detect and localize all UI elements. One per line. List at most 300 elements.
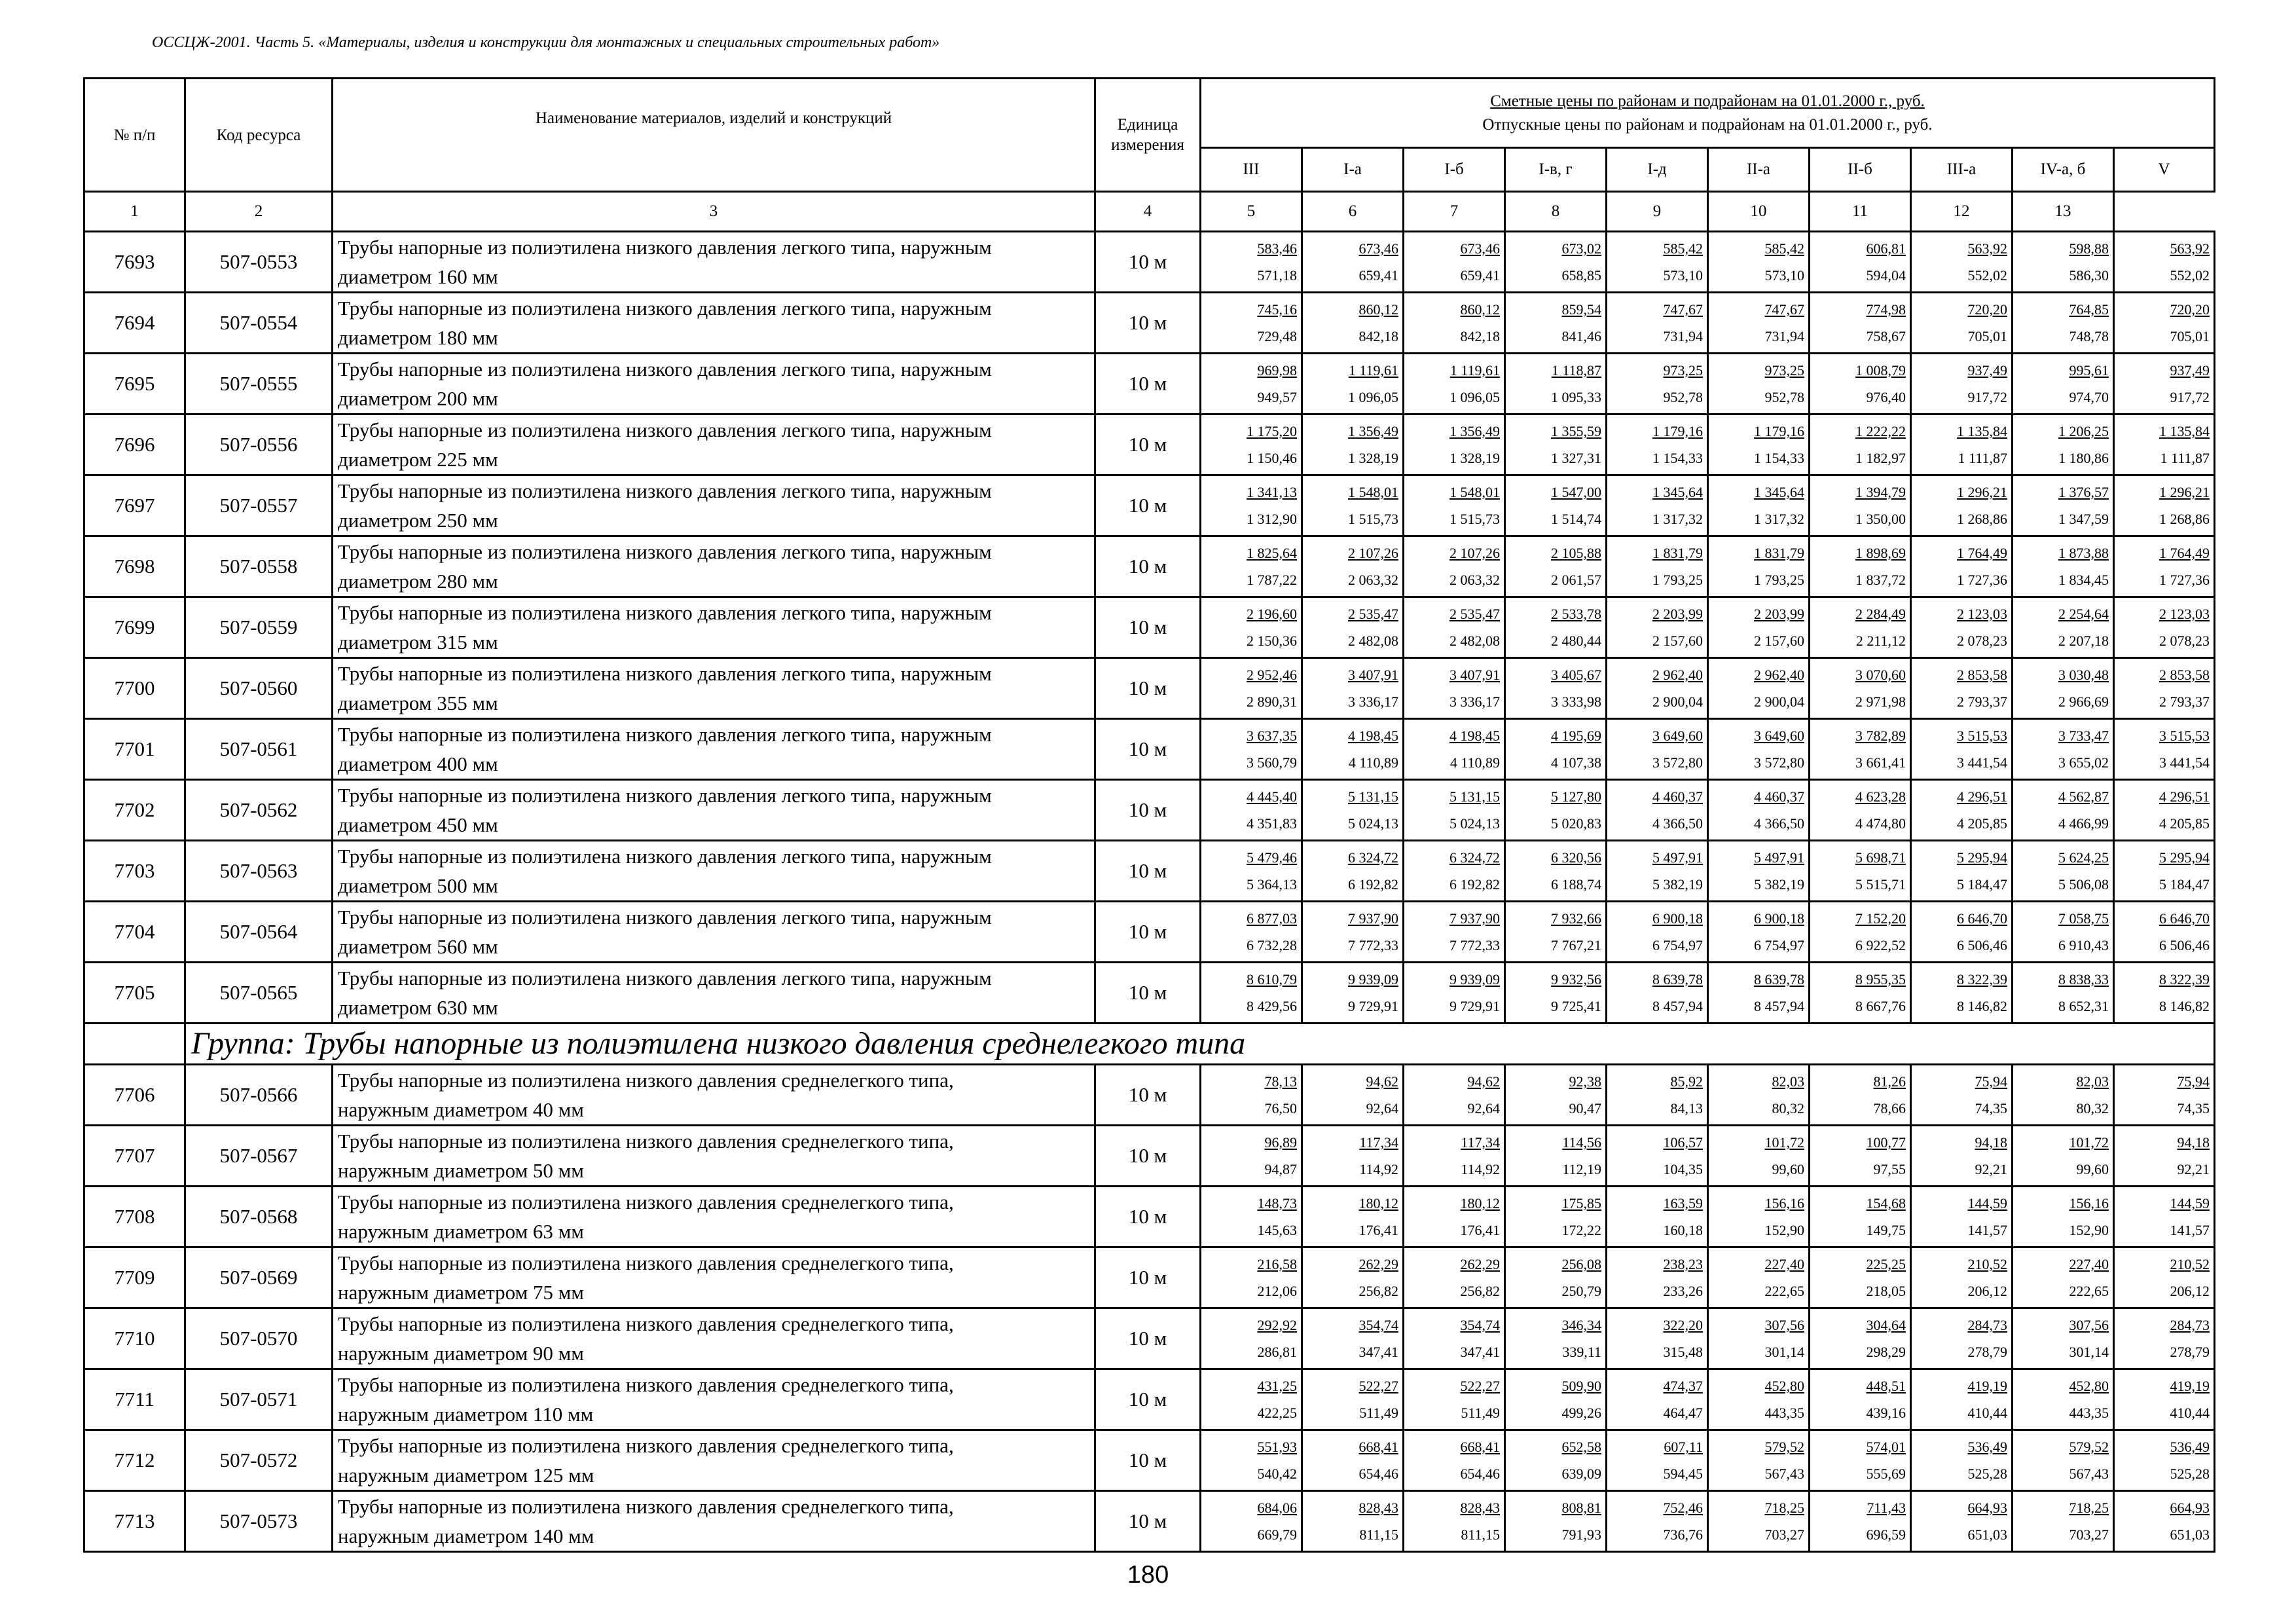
estimate-price: 3 782,89 bbox=[1855, 728, 1906, 744]
table-row bbox=[84, 658, 2215, 719]
resource-code: 507-0570 bbox=[185, 1308, 333, 1369]
estimate-price: 154,68 bbox=[1866, 1195, 1906, 1211]
estimate-price: 1 341,13 bbox=[1247, 484, 1297, 500]
release-price: 5 506,08 bbox=[2058, 876, 2109, 893]
table-row bbox=[84, 719, 2215, 780]
estimate-price: 227,40 bbox=[2069, 1256, 2109, 1272]
price-cell bbox=[1810, 1065, 1911, 1126]
region-header: III-а bbox=[1911, 148, 2013, 192]
estimate-price: 1 394,79 bbox=[1855, 484, 1906, 500]
estimate-price: 747,67 bbox=[1764, 301, 1804, 318]
estimate-price: 668,41 bbox=[1358, 1439, 1398, 1455]
release-price: 176,41 bbox=[1460, 1222, 1500, 1238]
item-name-line-2: диаметром 200 мм bbox=[338, 387, 498, 410]
release-price: 6 922,52 bbox=[1855, 937, 1906, 953]
item-name-line-1: Трубы напорные из полиэтилена низкого давления среднелегкого типа, bbox=[338, 1312, 954, 1335]
unit: 10 м bbox=[1095, 475, 1201, 536]
item-name-line-2: диаметром 400 мм bbox=[338, 752, 498, 775]
item-name-line-2: наружным диаметром 40 мм bbox=[338, 1098, 584, 1121]
release-price: 594,45 bbox=[1663, 1466, 1703, 1482]
item-name-line-1: Трубы напорные из полиэтилена низкого давления среднелегкого типа, bbox=[338, 1190, 954, 1213]
release-price: 1 312,90 bbox=[1247, 511, 1297, 527]
release-price: 1 095,33 bbox=[1551, 389, 1601, 405]
price-cell bbox=[2114, 1065, 2215, 1126]
price-cell bbox=[1810, 354, 1911, 415]
unit: 10 м bbox=[1095, 1308, 1201, 1369]
estimate-price: 1 898,69 bbox=[1855, 545, 1906, 561]
release-price: 791,93 bbox=[1561, 1526, 1601, 1543]
estimate-price: 1 873,88 bbox=[2058, 545, 2109, 561]
price-cell bbox=[1201, 780, 1302, 841]
region-header: I-д bbox=[1607, 148, 1708, 192]
item-name-line-1: Трубы напорные из полиэтилена низкого давления легкого типа, наружным bbox=[338, 418, 992, 441]
estimate-price: 1 119,61 bbox=[1348, 362, 1398, 378]
estimate-price: 322,20 bbox=[1663, 1317, 1703, 1333]
group-spacer-cell bbox=[84, 1024, 185, 1065]
price-cell bbox=[2013, 719, 2114, 780]
release-price: 4 205,85 bbox=[2159, 815, 2210, 832]
release-price: 639,09 bbox=[1561, 1466, 1601, 1482]
table-row bbox=[84, 415, 2215, 475]
item-name bbox=[333, 1187, 1095, 1247]
price-cell bbox=[1911, 719, 2013, 780]
price-cell bbox=[1404, 658, 1505, 719]
region-header: I-в, г bbox=[1505, 148, 1607, 192]
price-cell bbox=[1505, 1369, 1607, 1430]
release-price: 651,03 bbox=[2170, 1526, 2210, 1543]
item-name-line-1: Трубы напорные из полиэтилена низкого давления легкого типа, наружным bbox=[338, 845, 992, 868]
resource-code: 507-0567 bbox=[185, 1126, 333, 1187]
table-row bbox=[84, 1126, 2215, 1187]
release-price: 2 890,31 bbox=[1247, 693, 1297, 710]
price-cell bbox=[1708, 293, 1810, 354]
release-price: 7 772,33 bbox=[1348, 937, 1398, 953]
estimate-price: 536,49 bbox=[2170, 1439, 2210, 1455]
release-price: 5 382,19 bbox=[1754, 876, 1804, 893]
price-cell bbox=[1607, 1247, 1708, 1308]
row-number: 7705 bbox=[84, 963, 185, 1024]
estimate-price: 6 646,70 bbox=[1957, 910, 2007, 927]
price-cell bbox=[2013, 354, 2114, 415]
table-row bbox=[84, 597, 2215, 658]
release-price: 811,15 bbox=[1461, 1526, 1500, 1543]
table-row bbox=[84, 780, 2215, 841]
release-price: 99,60 bbox=[2076, 1161, 2109, 1177]
row-number: 7701 bbox=[84, 719, 185, 780]
price-cell bbox=[1708, 475, 1810, 536]
release-price: 104,35 bbox=[1663, 1161, 1703, 1177]
item-name-line-1: Трубы напорные из полиэтилена низкого давления среднелегкого типа, bbox=[338, 1251, 954, 1274]
release-price: 499,26 bbox=[1561, 1405, 1601, 1421]
resource-code: 507-0559 bbox=[185, 597, 333, 658]
release-price: 4 474,80 bbox=[1855, 815, 1906, 832]
price-cell bbox=[1708, 354, 1810, 415]
price-cell bbox=[1911, 354, 2013, 415]
release-price: 696,59 bbox=[1866, 1526, 1906, 1543]
release-price: 2 063,32 bbox=[1348, 572, 1398, 588]
estimate-price: 216,58 bbox=[1257, 1256, 1297, 1272]
release-price: 7 767,21 bbox=[1551, 937, 1601, 953]
release-price: 3 333,98 bbox=[1551, 693, 1601, 710]
row-number: 7710 bbox=[84, 1308, 185, 1369]
estimate-price: 522,27 bbox=[1358, 1378, 1398, 1394]
release-price: 422,25 bbox=[1257, 1405, 1297, 1421]
price-cell bbox=[1810, 719, 1911, 780]
estimate-price: 94,18 bbox=[2177, 1134, 2210, 1151]
estimate-price: 1 548,01 bbox=[1449, 484, 1500, 500]
estimate-price: 5 479,46 bbox=[1247, 849, 1297, 866]
estimate-price: 9 939,09 bbox=[1449, 971, 1500, 987]
estimate-price: 3 637,35 bbox=[1247, 728, 1297, 744]
price-cell bbox=[1302, 354, 1404, 415]
price-cell bbox=[1505, 232, 1607, 293]
price-cell bbox=[2114, 719, 2215, 780]
header-code: Код ресурса bbox=[185, 79, 333, 192]
release-price: 6 192,82 bbox=[1348, 876, 1398, 893]
item-name bbox=[333, 475, 1095, 536]
estimate-price: 973,25 bbox=[1764, 362, 1804, 378]
price-cell bbox=[1810, 1430, 1911, 1491]
estimate-price: 859,54 bbox=[1561, 301, 1601, 318]
unit: 10 м bbox=[1095, 841, 1201, 902]
row-number: 7712 bbox=[84, 1430, 185, 1491]
estimate-price: 262,29 bbox=[1358, 1256, 1398, 1272]
estimate-price: 448,51 bbox=[1866, 1378, 1906, 1394]
release-price: 811,15 bbox=[1359, 1526, 1398, 1543]
price-cell bbox=[2013, 232, 2114, 293]
release-price: 2 971,98 bbox=[1855, 693, 1906, 710]
price-cell bbox=[1505, 780, 1607, 841]
row-number: 7694 bbox=[84, 293, 185, 354]
estimate-price: 210,52 bbox=[1967, 1256, 2007, 1272]
price-cell bbox=[1911, 841, 2013, 902]
release-price: 540,42 bbox=[1257, 1466, 1297, 1482]
release-price: 222,65 bbox=[2069, 1283, 2109, 1299]
release-price: 1 514,74 bbox=[1551, 511, 1601, 527]
estimate-price: 711,43 bbox=[1867, 1500, 1906, 1516]
price-cell bbox=[1708, 658, 1810, 719]
resource-code: 507-0553 bbox=[185, 232, 333, 293]
price-cell bbox=[1302, 1187, 1404, 1247]
item-name-line-2: наружным диаметром 75 мм bbox=[338, 1281, 584, 1304]
estimate-price: 6 877,03 bbox=[1247, 910, 1297, 927]
table-row bbox=[84, 1065, 2215, 1126]
item-name bbox=[333, 1308, 1095, 1369]
price-cell bbox=[1505, 1126, 1607, 1187]
price-cell bbox=[1810, 902, 1911, 963]
resource-code: 507-0562 bbox=[185, 780, 333, 841]
price-cell bbox=[1708, 841, 1810, 902]
resource-code: 507-0554 bbox=[185, 293, 333, 354]
price-cell bbox=[1201, 719, 1302, 780]
price-cell bbox=[1302, 597, 1404, 658]
release-price: 9 729,91 bbox=[1449, 998, 1500, 1014]
row-number: 7697 bbox=[84, 475, 185, 536]
price-cell bbox=[2114, 1491, 2215, 1552]
estimate-price: 101,72 bbox=[2069, 1134, 2109, 1151]
release-price: 1 793,25 bbox=[1754, 572, 1804, 588]
estimate-price: 452,80 bbox=[2069, 1378, 2109, 1394]
row-number: 7703 bbox=[84, 841, 185, 902]
estimate-price: 574,01 bbox=[1866, 1439, 1906, 1455]
estimate-price: 3 407,91 bbox=[1449, 667, 1500, 683]
estimate-price: 175,85 bbox=[1561, 1195, 1601, 1211]
item-name bbox=[333, 963, 1095, 1024]
release-price: 2 900,04 bbox=[1652, 693, 1703, 710]
unit: 10 м bbox=[1095, 902, 1201, 963]
release-price: 4 366,50 bbox=[1652, 815, 1703, 832]
release-price: 703,27 bbox=[2069, 1526, 2109, 1543]
price-cell bbox=[2114, 475, 2215, 536]
estimate-price: 8 838,33 bbox=[2058, 971, 2109, 987]
release-price: 952,78 bbox=[1663, 389, 1703, 405]
column-number: 12 bbox=[1911, 192, 2013, 232]
release-price: 256,82 bbox=[1358, 1283, 1398, 1299]
price-cell bbox=[1404, 1065, 1505, 1126]
estimate-price: 262,29 bbox=[1460, 1256, 1500, 1272]
item-name bbox=[333, 902, 1095, 963]
estimate-price: 78,13 bbox=[1264, 1073, 1297, 1090]
unit: 10 м bbox=[1095, 1430, 1201, 1491]
release-price: 443,35 bbox=[1764, 1405, 1804, 1421]
item-name-line-1: Трубы напорные из полиэтилена низкого давления легкого типа, наружным bbox=[338, 784, 992, 807]
table-row bbox=[84, 293, 2215, 354]
release-price: 1 515,73 bbox=[1449, 511, 1500, 527]
price-cell bbox=[1911, 1187, 2013, 1247]
estimate-price: 860,12 bbox=[1460, 301, 1500, 318]
estimate-price: 4 460,37 bbox=[1652, 788, 1703, 805]
column-number: 13 bbox=[2013, 192, 2114, 232]
estimate-price: 808,81 bbox=[1561, 1500, 1601, 1516]
price-cell bbox=[1708, 415, 1810, 475]
estimate-price: 346,34 bbox=[1561, 1317, 1601, 1333]
estimate-price: 1 119,61 bbox=[1449, 362, 1500, 378]
price-cell bbox=[1810, 1491, 1911, 1552]
price-cell bbox=[1201, 1126, 1302, 1187]
release-price: 5 024,13 bbox=[1348, 815, 1398, 832]
estimate-price: 474,37 bbox=[1663, 1378, 1703, 1394]
price-cell bbox=[1201, 1187, 1302, 1247]
estimate-price: 4 198,45 bbox=[1449, 728, 1500, 744]
release-price: 172,22 bbox=[1561, 1222, 1601, 1238]
release-price: 212,06 bbox=[1257, 1283, 1297, 1299]
release-price: 3 441,54 bbox=[2159, 754, 2210, 771]
release-price: 974,70 bbox=[2069, 389, 2109, 405]
price-cell bbox=[2114, 902, 2215, 963]
estimate-price: 8 322,39 bbox=[1957, 971, 2007, 987]
price-cell bbox=[1810, 475, 1911, 536]
estimate-price: 1 356,49 bbox=[1348, 423, 1398, 439]
estimate-price: 4 296,51 bbox=[2159, 788, 2210, 805]
column-number: 9 bbox=[1607, 192, 1708, 232]
price-cell bbox=[1911, 232, 2013, 293]
release-price: 8 146,82 bbox=[2159, 998, 2210, 1014]
estimate-price: 2 123,03 bbox=[2159, 606, 2210, 622]
price-cell bbox=[1505, 536, 1607, 597]
price-cell bbox=[1404, 354, 1505, 415]
estimate-price: 673,02 bbox=[1561, 240, 1601, 257]
release-price: 80,32 bbox=[2076, 1100, 2109, 1116]
estimate-price: 101,72 bbox=[1764, 1134, 1804, 1151]
release-price: 9 725,41 bbox=[1551, 998, 1601, 1014]
estimate-price: 94,18 bbox=[1975, 1134, 2007, 1151]
table-row bbox=[84, 1187, 2215, 1247]
release-price: 3 560,79 bbox=[1247, 754, 1297, 771]
price-cell bbox=[1505, 841, 1607, 902]
estimate-price: 256,08 bbox=[1561, 1256, 1601, 1272]
price-cell bbox=[1607, 293, 1708, 354]
estimate-price: 144,59 bbox=[2170, 1195, 2210, 1211]
estimate-price: 2 105,88 bbox=[1551, 545, 1601, 561]
release-price: 8 457,94 bbox=[1652, 998, 1703, 1014]
price-cell bbox=[1505, 658, 1607, 719]
item-name bbox=[333, 1126, 1095, 1187]
release-price: 3 572,80 bbox=[1652, 754, 1703, 771]
release-price: 6 506,46 bbox=[1957, 937, 2007, 953]
estimate-price: 1 135,84 bbox=[1957, 423, 2007, 439]
item-name-line-1: Трубы напорные из полиэтилена низкого давления легкого типа, наружным bbox=[338, 479, 992, 502]
estimate-price: 1 135,84 bbox=[2159, 423, 2210, 439]
row-number: 7696 bbox=[84, 415, 185, 475]
estimate-price: 1 345,64 bbox=[1652, 484, 1703, 500]
estimate-price: 4 445,40 bbox=[1247, 788, 1297, 805]
estimate-price: 5 497,91 bbox=[1754, 849, 1804, 866]
release-price: 92,64 bbox=[1467, 1100, 1500, 1116]
estimate-price: 8 639,78 bbox=[1754, 971, 1804, 987]
release-price: 2 793,37 bbox=[1957, 693, 2007, 710]
release-price: 1 834,45 bbox=[2058, 572, 2109, 588]
price-table bbox=[83, 77, 2215, 1553]
price-cell bbox=[1505, 415, 1607, 475]
price-cell bbox=[1708, 1126, 1810, 1187]
unit: 10 м bbox=[1095, 232, 1201, 293]
release-price: 8 457,94 bbox=[1754, 998, 1804, 1014]
estimate-price: 225,25 bbox=[1866, 1256, 1906, 1272]
row-number: 7706 bbox=[84, 1065, 185, 1126]
price-cell bbox=[1201, 1308, 1302, 1369]
release-price: 705,01 bbox=[2170, 328, 2210, 344]
price-cell bbox=[1607, 1065, 1708, 1126]
estimate-price: 684,06 bbox=[1257, 1500, 1297, 1516]
price-cell bbox=[1302, 658, 1404, 719]
price-cell bbox=[1911, 475, 2013, 536]
estimate-price: 747,67 bbox=[1663, 301, 1703, 318]
column-number: 10 bbox=[1708, 192, 1810, 232]
price-cell bbox=[2114, 1126, 2215, 1187]
row-number: 7698 bbox=[84, 536, 185, 597]
release-price: 4 351,83 bbox=[1247, 815, 1297, 832]
estimate-price: 4 460,37 bbox=[1754, 788, 1804, 805]
price-cell bbox=[2114, 1187, 2215, 1247]
release-price: 141,57 bbox=[2170, 1222, 2210, 1238]
release-price: 141,57 bbox=[1967, 1222, 2007, 1238]
release-price: 2 061,57 bbox=[1551, 572, 1601, 588]
estimate-price: 284,73 bbox=[1967, 1317, 2007, 1333]
unit: 10 м bbox=[1095, 1369, 1201, 1430]
estimate-price: 6 320,56 bbox=[1551, 849, 1601, 866]
release-price: 5 020,83 bbox=[1551, 815, 1601, 832]
price-cell bbox=[1607, 354, 1708, 415]
header-prices-release: Отпускные цены по районам и подрайонам на 01.01.2000 г., руб. bbox=[1482, 115, 1933, 134]
release-price: 6 754,97 bbox=[1652, 937, 1703, 953]
estimate-price: 509,90 bbox=[1561, 1378, 1601, 1394]
release-price: 842,18 bbox=[1460, 328, 1500, 344]
estimate-price: 106,57 bbox=[1663, 1134, 1703, 1151]
release-price: 1 350,00 bbox=[1855, 511, 1906, 527]
price-cell bbox=[2114, 1247, 2215, 1308]
release-price: 3 661,41 bbox=[1855, 754, 1906, 771]
price-cell bbox=[1708, 1308, 1810, 1369]
item-name-line-2: наружным диаметром 125 мм bbox=[338, 1464, 594, 1486]
estimate-price: 2 203,99 bbox=[1652, 606, 1703, 622]
estimate-price: 96,89 bbox=[1264, 1134, 1297, 1151]
release-price: 573,10 bbox=[1764, 267, 1804, 284]
release-price: 1 111,87 bbox=[1958, 450, 2007, 466]
item-name bbox=[333, 1369, 1095, 1430]
release-price: 152,90 bbox=[2069, 1222, 2109, 1238]
release-price: 347,41 bbox=[1460, 1344, 1500, 1360]
price-cell bbox=[2013, 536, 2114, 597]
release-price: 222,65 bbox=[1764, 1283, 1804, 1299]
table-row bbox=[84, 1308, 2215, 1369]
column-number: 7 bbox=[1404, 192, 1505, 232]
release-price: 2 480,44 bbox=[1551, 633, 1601, 649]
release-price: 2 063,32 bbox=[1449, 572, 1500, 588]
release-price: 347,41 bbox=[1358, 1344, 1398, 1360]
item-name-line-2: диаметром 630 мм bbox=[338, 996, 498, 1019]
item-name-line-1: Трубы напорные из полиэтилена низкого давления легкого типа, наружным bbox=[338, 723, 992, 746]
running-header: ОССЦЖ-2001. Часть 5. «Материалы, изделия и конструкции для монтажных и специальных строительных работ» bbox=[152, 34, 940, 51]
resource-code: 507-0569 bbox=[185, 1247, 333, 1308]
price-cell bbox=[1607, 963, 1708, 1024]
estimate-price: 1 376,57 bbox=[2058, 484, 2109, 500]
estimate-price: 718,25 bbox=[1764, 1500, 1804, 1516]
price-cell bbox=[1302, 1369, 1404, 1430]
release-price: 651,03 bbox=[1967, 1526, 2007, 1543]
price-cell bbox=[2013, 293, 2114, 354]
release-price: 1 268,86 bbox=[2159, 511, 2210, 527]
price-cell bbox=[2013, 902, 2114, 963]
release-price: 149,75 bbox=[1866, 1222, 1906, 1238]
release-price: 2 157,60 bbox=[1652, 633, 1703, 649]
release-price: 525,28 bbox=[2170, 1466, 2210, 1482]
estimate-price: 2 952,46 bbox=[1247, 667, 1297, 683]
estimate-price: 7 937,90 bbox=[1348, 910, 1398, 927]
estimate-price: 5 295,94 bbox=[2159, 849, 2210, 866]
estimate-price: 3 070,60 bbox=[1855, 667, 1906, 683]
estimate-price: 9 939,09 bbox=[1348, 971, 1398, 987]
price-cell bbox=[2013, 841, 2114, 902]
estimate-price: 3 649,60 bbox=[1652, 728, 1703, 744]
estimate-price: 1 548,01 bbox=[1348, 484, 1398, 500]
price-cell bbox=[2013, 1430, 2114, 1491]
column-number: 2 bbox=[185, 192, 333, 232]
estimate-price: 117,34 bbox=[1359, 1134, 1398, 1151]
item-name-line-1: Трубы напорные из полиэтилена низкого давления среднелегкого типа, bbox=[338, 1069, 954, 1092]
item-name-line-1: Трубы напорные из полиэтилена низкого давления легкого типа, наружным bbox=[338, 236, 992, 259]
price-cell bbox=[1505, 293, 1607, 354]
estimate-price: 664,93 bbox=[1967, 1500, 2007, 1516]
estimate-price: 452,80 bbox=[1764, 1378, 1804, 1394]
estimate-price: 419,19 bbox=[1967, 1378, 2007, 1394]
release-price: 464,47 bbox=[1663, 1405, 1703, 1421]
release-price: 4 107,38 bbox=[1551, 754, 1601, 771]
release-price: 5 515,71 bbox=[1855, 876, 1906, 893]
price-cell bbox=[1302, 1491, 1404, 1552]
release-price: 90,47 bbox=[1569, 1100, 1601, 1116]
release-price: 1 327,31 bbox=[1551, 450, 1601, 466]
release-price: 1 347,59 bbox=[2058, 511, 2109, 527]
